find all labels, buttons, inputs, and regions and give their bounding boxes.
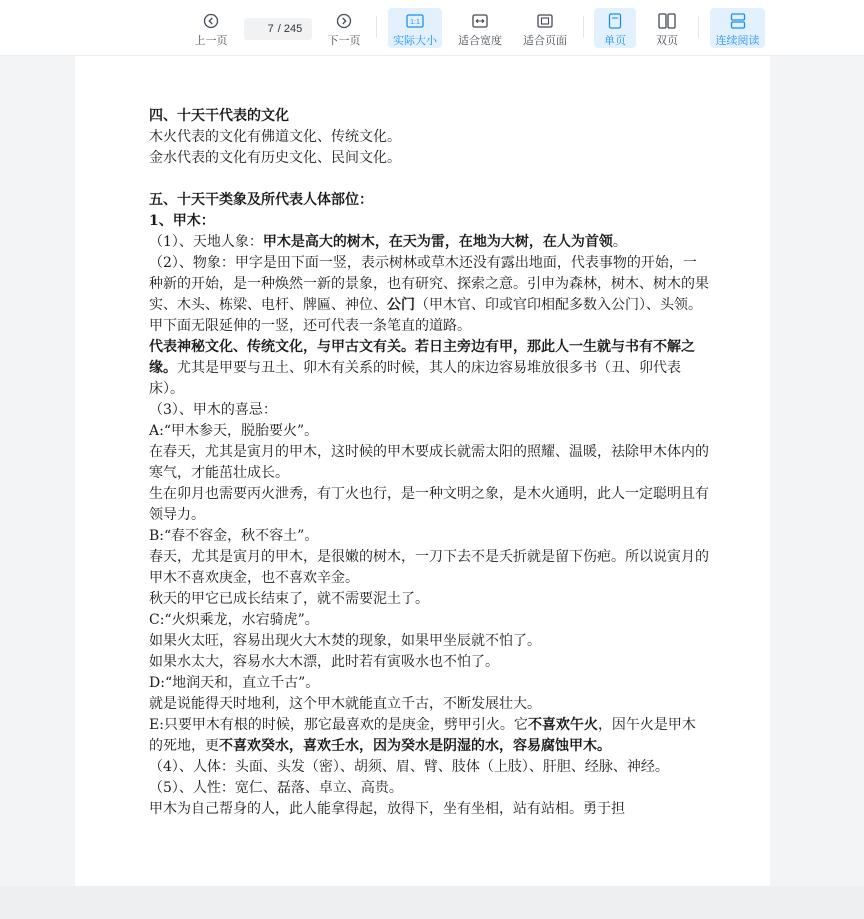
- actual-size-button[interactable]: [388, 8, 442, 48]
- single-page-icon: [608, 12, 622, 29]
- toolbar-divider: [698, 16, 699, 38]
- text-line: [149, 148, 709, 169]
- text-run: A:“甲木参天，脱胎要火”。: [149, 423, 319, 439]
- prev-page-label: 上一页: [194, 35, 228, 47]
- text-line: [149, 589, 709, 610]
- text-run: （甲木官、印或官印相配多数入公门）、头领。: [415, 297, 702, 313]
- text-line: [149, 400, 709, 421]
- text-line: [149, 127, 709, 148]
- bold-text-run: 1、甲木：: [149, 213, 215, 229]
- next-page-label: 下一页: [327, 35, 361, 47]
- single-page-button[interactable]: [594, 8, 636, 48]
- text-run: （2）、物象：甲字是田下面一竖，表示树林或草木还没有露出地面，代表事物的开始，一种新的开始，是一种焕然一新的景象，也有研究、探索之意。引申为森林，树木、树木的果实、木头、栋梁、电杆、牌匾、神位、: [149, 255, 709, 313]
- double-page-label: 双页: [656, 35, 678, 47]
- text-line: [149, 106, 709, 127]
- bold-text-run: 不喜欢癸水，喜欢壬水，因为癸水是阴湿的水，容易腐蚀甲木。: [219, 738, 611, 754]
- bold-text-run: 公门: [387, 297, 415, 313]
- bottom-scroll-area: [0, 886, 864, 919]
- text-line: [149, 316, 709, 337]
- text-run: 金水代表的文化有历史文化、民间文化。: [149, 150, 401, 166]
- text-run: 就是说能得天时地利，这个甲木就能直立千古，不断发展壮大。: [149, 696, 541, 712]
- fit-page-label: 适合页面: [523, 35, 567, 47]
- toolbar-divider: [376, 16, 377, 38]
- svg-text:1:1: 1:1: [410, 18, 420, 26]
- actual-size-icon: [406, 12, 424, 29]
- blank-line: [149, 169, 709, 190]
- page-number-box: [244, 18, 312, 40]
- text-line: [149, 778, 709, 799]
- text-run: C:“火炽乘龙，水宕骑虎”。: [149, 612, 319, 628]
- bold-text-run: 四、十天干代表的文化: [149, 108, 289, 124]
- text-line: [149, 211, 709, 232]
- text-line: [149, 757, 709, 778]
- text-run: 春天，尤其是寅月的甲木，是很嫩的树木，一刀下去不是夭折就是留下伤疤。所以说寅月的甲木不喜欢庚金，也不喜欢辛金。: [149, 549, 709, 586]
- text-run: 如果水太大，容易水大木漂，此时若有寅吸水也不怕了。: [149, 654, 499, 670]
- bold-text-run: 代表神秘文化、传统文化，与甲古文有关。若日主旁边有甲，那此人一生就与书有不解之缘。: [149, 339, 695, 376]
- text-line: [149, 421, 709, 442]
- document-page: [75, 56, 770, 886]
- text-run: 尤其是甲要与丑土、卯木有关系的时候，其人的床边容易堆放很多书（丑、卯代表床）。: [149, 360, 681, 397]
- fit-width-button[interactable]: [453, 8, 507, 48]
- text-run: 。: [612, 234, 627, 250]
- fit-width-icon: [472, 12, 488, 29]
- text-line: [149, 631, 709, 652]
- double-page-icon: [658, 12, 676, 29]
- toolbar-divider: [583, 16, 584, 38]
- bold-text-run: 不喜欢午火: [527, 717, 598, 733]
- text-run: D:“地润天和，直立千古”。: [149, 675, 320, 691]
- viewer-toolbar: [0, 0, 864, 56]
- text-run: （4）、人体：头面、头发（密）、胡须、眉、臂、肢体（上肢）、肝胆、经脉、神经。: [149, 759, 669, 775]
- actual-size-label: 实际大小: [393, 35, 437, 47]
- text-run: 秋天的甲它已成长结束了，就不需要泥土了。: [149, 591, 429, 607]
- fit-page-icon: [537, 12, 553, 29]
- bold-text-run: 甲木是高大的树木，在天为雷，在地为大树，在人为首领: [262, 234, 613, 250]
- single-page-label: 单页: [604, 35, 626, 47]
- text-line: [149, 547, 709, 589]
- current-page-input[interactable]: [254, 23, 274, 35]
- text-line: [149, 610, 709, 631]
- text-line: [149, 694, 709, 715]
- text-line: [149, 253, 709, 316]
- prev-page-button[interactable]: [190, 8, 232, 48]
- continuous-reading-button[interactable]: [710, 8, 765, 48]
- page-text-content: [149, 106, 709, 820]
- double-page-button[interactable]: [646, 8, 688, 48]
- text-run: 木火代表的文化有佛道文化、传统文化。: [149, 129, 401, 145]
- text-run: 生在卯月也需要丙火泄秀，有丁火也行，是一种文明之象，是木火通明，此人一定聪明且有领导力。: [149, 486, 709, 523]
- text-run: 甲木为自己帮身的人，此人能拿得起，放得下，坐有坐相，站有站相。勇于担: [149, 801, 625, 817]
- text-line: [149, 799, 709, 820]
- continuous-reading-label: 连续阅读: [715, 35, 760, 47]
- text-run: （5）、人性：宽仁、磊落、卓立、高贵。: [149, 780, 403, 796]
- text-run: 在春天，尤其是寅月的甲木，这时候的甲木要成长就需太阳的照耀、温暖，祛除甲木体内的寒气，才能茁壮成长。: [149, 444, 709, 481]
- text-run: E:只要甲木有根的时候，那它最喜欢的是庚金，劈甲引火。它: [149, 717, 528, 733]
- text-line: [149, 652, 709, 673]
- text-line: [149, 715, 709, 757]
- text-line: [149, 484, 709, 526]
- text-line: [149, 190, 709, 211]
- text-line: [149, 526, 709, 547]
- chevron-right-circle-icon: [336, 12, 352, 29]
- text-line: [149, 337, 709, 400]
- fit-page-button[interactable]: [518, 8, 572, 48]
- text-run: ，因午火是甲木的死地，更: [149, 717, 696, 754]
- chevron-left-circle-icon: [203, 12, 219, 29]
- fit-width-label: 适合宽度: [458, 35, 502, 47]
- next-page-button[interactable]: [322, 8, 366, 48]
- text-run: B:“春不容金，秋不容土”。: [149, 528, 319, 544]
- text-line: [149, 232, 709, 253]
- total-pages: / 245: [277, 23, 303, 35]
- continuous-scroll-icon: [730, 12, 746, 29]
- text-run: 甲下面无限延伸的一竖，还可代表一条笔直的道路。: [149, 318, 471, 334]
- text-line: [149, 442, 709, 484]
- bold-text-run: 五、十天干类象及所代表人体部位：: [149, 192, 373, 208]
- text-run: （3）、甲木的喜忌：: [149, 402, 277, 418]
- text-line: [149, 673, 709, 694]
- text-run: （1）、天地人象：: [149, 234, 263, 250]
- text-run: 如果火太旺，容易出现火大木焚的现象，如果甲坐辰就不怕了。: [149, 633, 541, 649]
